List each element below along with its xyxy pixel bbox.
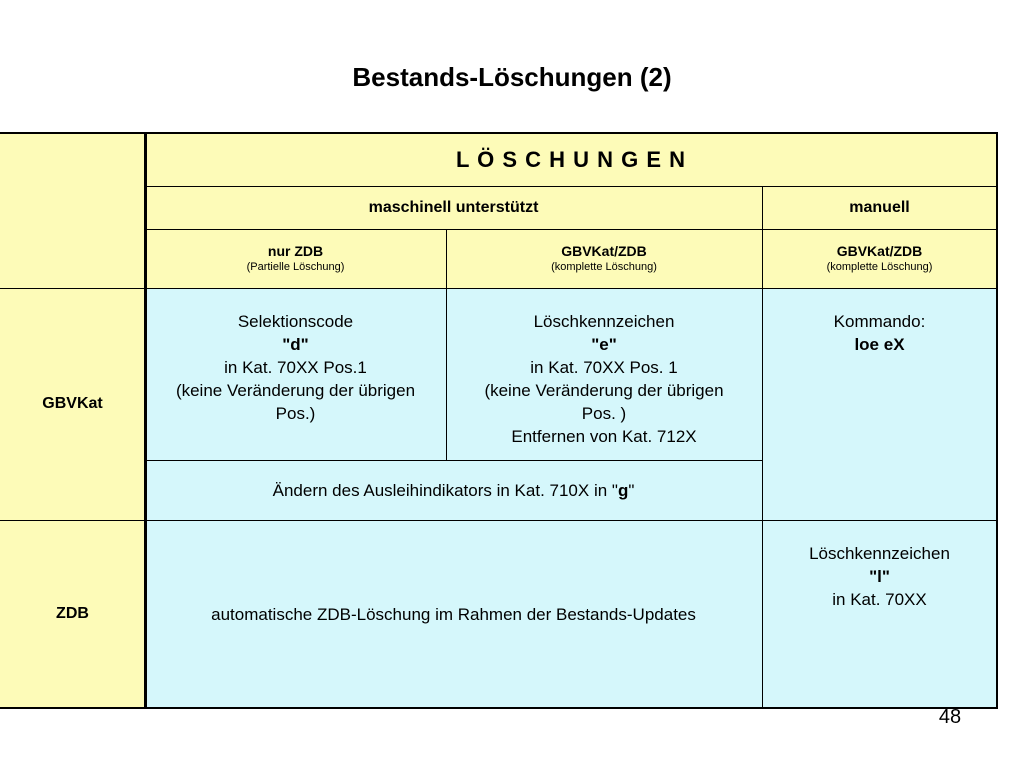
grid-line: [144, 132, 147, 709]
zdb-automatic-text: automatische ZDB-Löschung im Rahmen der Bestands-Updates: [211, 604, 696, 624]
grid-line: [762, 186, 763, 708]
header-maschinell-text: maschinell unterstützt: [368, 198, 539, 216]
gbvkat-nur-zdb-line-4: (keine Veränderung der übrigen: [175, 381, 416, 400]
subheader-gbvkat-zdb-machine: [446, 229, 762, 288]
zdb-manuell-cell: [762, 520, 997, 708]
subheader-gbvkat-zdb-machine-note: (komplette Löschung): [551, 261, 657, 273]
gbvkat-nur-zdb-line-5: Pos.): [275, 404, 316, 423]
zdb-manuell-code: "l": [869, 567, 890, 586]
subheader-gbvkat-zdb-manual: [762, 229, 997, 288]
subheader-gbvkat-zdb-manual-title: GBVKat/ZDB: [836, 243, 923, 259]
gbvkat-nur-zdb-line-3: in Kat. 70XX Pos.1: [224, 358, 367, 377]
header-loeschungen-text: L Ö S C H U N G E N: [455, 146, 687, 172]
row-label-gbvkat-text: GBVKat: [42, 395, 103, 412]
subheader-gbvkat-zdb-machine-title: GBVKat/ZDB: [561, 243, 647, 259]
header-manuell-text: manuell: [849, 198, 910, 216]
header-manuell: [762, 186, 997, 229]
zdb-automatic-cell: [145, 520, 762, 708]
grid-line: [145, 229, 998, 230]
ausleihindikator-prefix: Ändern des Ausleihindikators in Kat. 710X in ": [272, 480, 618, 500]
gbvkat-komplett-line-6: Entfernen von Kat. 712X: [511, 427, 697, 446]
gbvkat-manuell-command: loe eX: [854, 335, 905, 354]
row-label-zdb-text: ZDB: [56, 605, 89, 622]
page-number: 48: [938, 706, 962, 728]
gbvkat-manuell-cell: [762, 288, 997, 520]
gbvkat-komplett-line-4: (keine Veränderung der übrigen: [484, 381, 724, 400]
grid-line: [0, 520, 998, 521]
subheader-nur-zdb: [145, 229, 446, 288]
gbvkat-ausleihindikator-cell: [145, 460, 762, 520]
row-label-gbvkat: [0, 288, 145, 520]
gbvkat-nur-zdb-line-1: Selektionscode: [237, 312, 354, 331]
gbvkat-manuell-line-1: Kommando:: [833, 312, 926, 331]
grid-line: [145, 460, 762, 461]
subheader-nur-zdb-note: (Partielle Löschung): [246, 261, 345, 273]
zdb-manuell-line-3: in Kat. 70XX: [832, 590, 927, 609]
grid-line: [0, 288, 998, 289]
gbvkat-komplett-line-1: Löschkennzeichen: [533, 312, 675, 331]
header-maschinell: [145, 186, 762, 229]
zdb-manuell-line-1: Löschkennzeichen: [809, 544, 950, 563]
ausleihindikator-suffix: ": [628, 480, 635, 500]
row-label-zdb: [0, 520, 145, 708]
header-loeschungen: [145, 133, 997, 186]
grid-line: [0, 132, 998, 134]
gbvkat-ausleihindikator-text: [273, 479, 635, 502]
grid-line: [145, 186, 998, 187]
grid-line: [446, 229, 447, 460]
page-title: Bestands-Löschungen (2): [352, 62, 672, 92]
grid-line: [996, 132, 998, 709]
gbvkat-komplett-line-3: in Kat. 70XX Pos. 1: [530, 358, 678, 377]
subheader-gbvkat-zdb-manual-note: (komplette Löschung): [826, 261, 933, 273]
ausleihindikator-value: g: [617, 480, 629, 500]
gbvkat-komplett-cell: [446, 288, 762, 460]
gbvkat-komplett-code: "e": [591, 335, 617, 354]
gbvkat-nur-zdb-code: "d": [282, 335, 309, 354]
gbvkat-komplett-line-5: Pos. ): [581, 404, 627, 423]
grid-line: [0, 707, 998, 709]
corner-cell: [0, 133, 145, 288]
gbvkat-nur-zdb-cell: [145, 288, 446, 460]
subheader-nur-zdb-title: nur ZDB: [267, 243, 324, 259]
